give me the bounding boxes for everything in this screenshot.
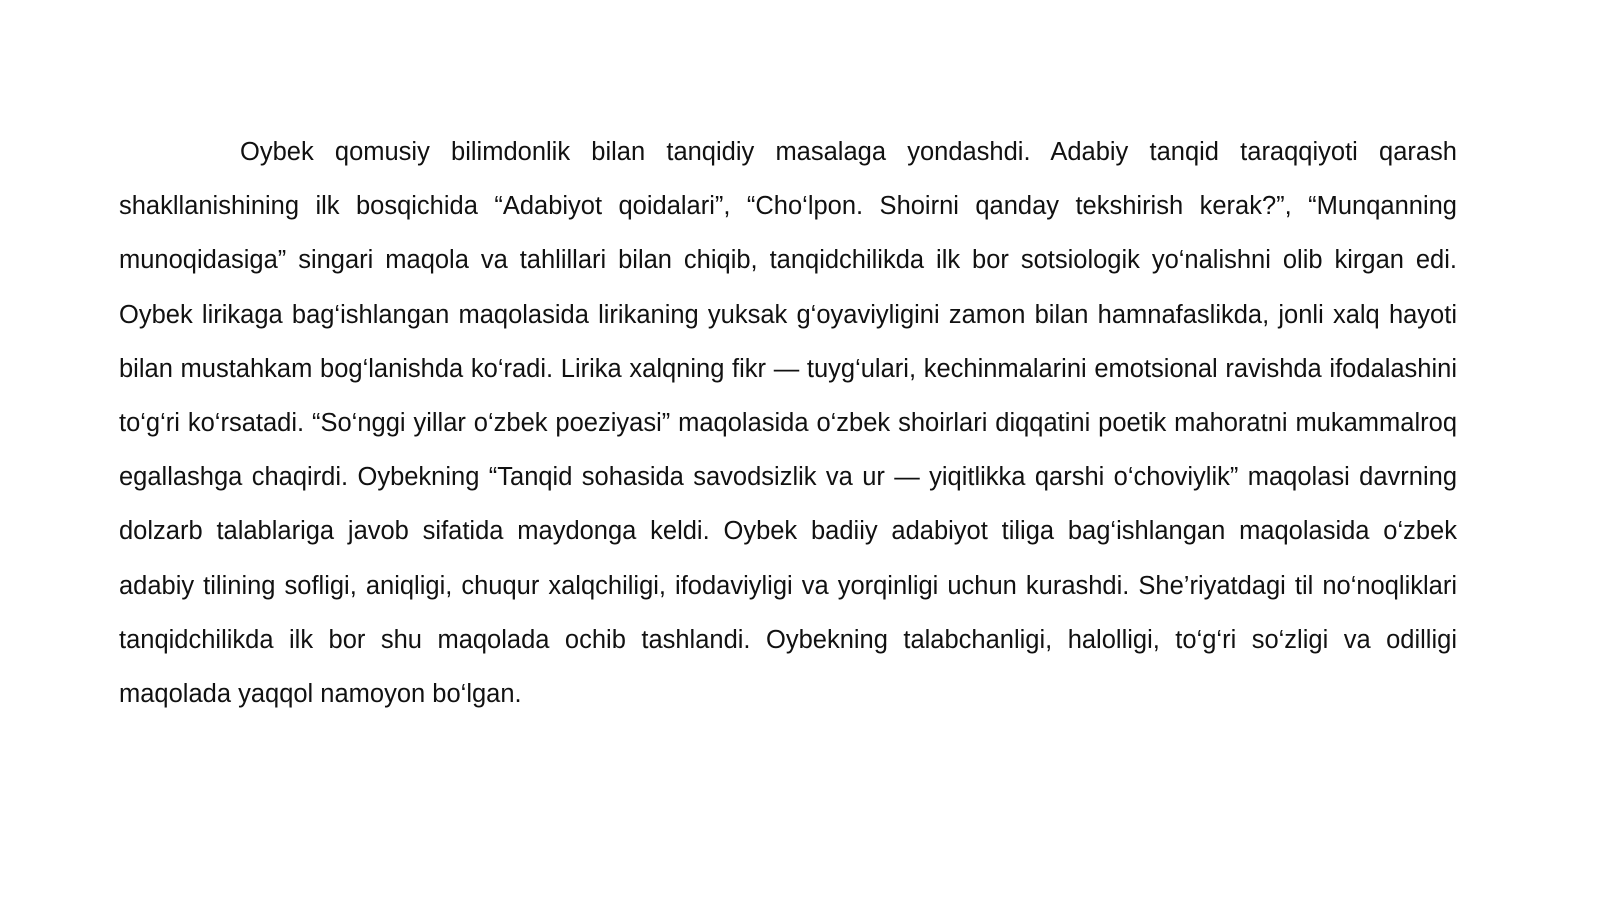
body-paragraph: Oybek qomusiy bilimdonlik bilan tanqidiy masalaga yondashdi. Adabiy tanqid taraqqiyoti qarash shakllanishining ilk bosqichida “Adabiyot qoidalari”, “Cho‘lpon. Shoirni qanday tekshirish kerak?”, “Munqanning munoqidasiga” singari maqola va tahlillari bilan chiqib, tanqidchilikda ilk bor sotsiologik yo‘nalishni olib kirgan edi. Oybek lirikaga bag‘ishlangan maqolasida lirikaning yuksak g‘oyaviyligini zamon bilan hamnafaslikda, jonli xalq hayoti bilan mustahkam bog‘lanishda ko‘radi. Lirika xalqning fikr — tuyg‘ulari, kechinmalarini emotsional ravishda ifodalashini to‘g‘ri ko‘rsatadi. “So‘nggi yillar o‘zbek poeziyasi” maqolasida o‘zbek shoirlari diqqatini poetik mahoratni mukammalroq egallashga chaqirdi. Oybekning “Tanqid sohasida savodsizlik va ur — yiqitlikka qarshi o‘choviylik” maqolasi davrning dolzarb talablariga javob sifatida maydonga keldi. Oybek badiiy adabiyot tiliga bag‘ishlangan maqolasida o‘zbek adabiy tilining sofligi, aniqligi, chuqur xalqchiligi, ifodaviyligi va yorqinligi uchun kurashdi. She’riyatdagi til no‘noqliklari tanqidchilikda ilk bor shu maqolada ochib tashlandi. Oybekning talabchanligi, halolligi, to‘g‘ri so‘zligi va odilligi maqolada yaqqol namoyon bo‘lgan. xyxy=(119,138,1457,709)
